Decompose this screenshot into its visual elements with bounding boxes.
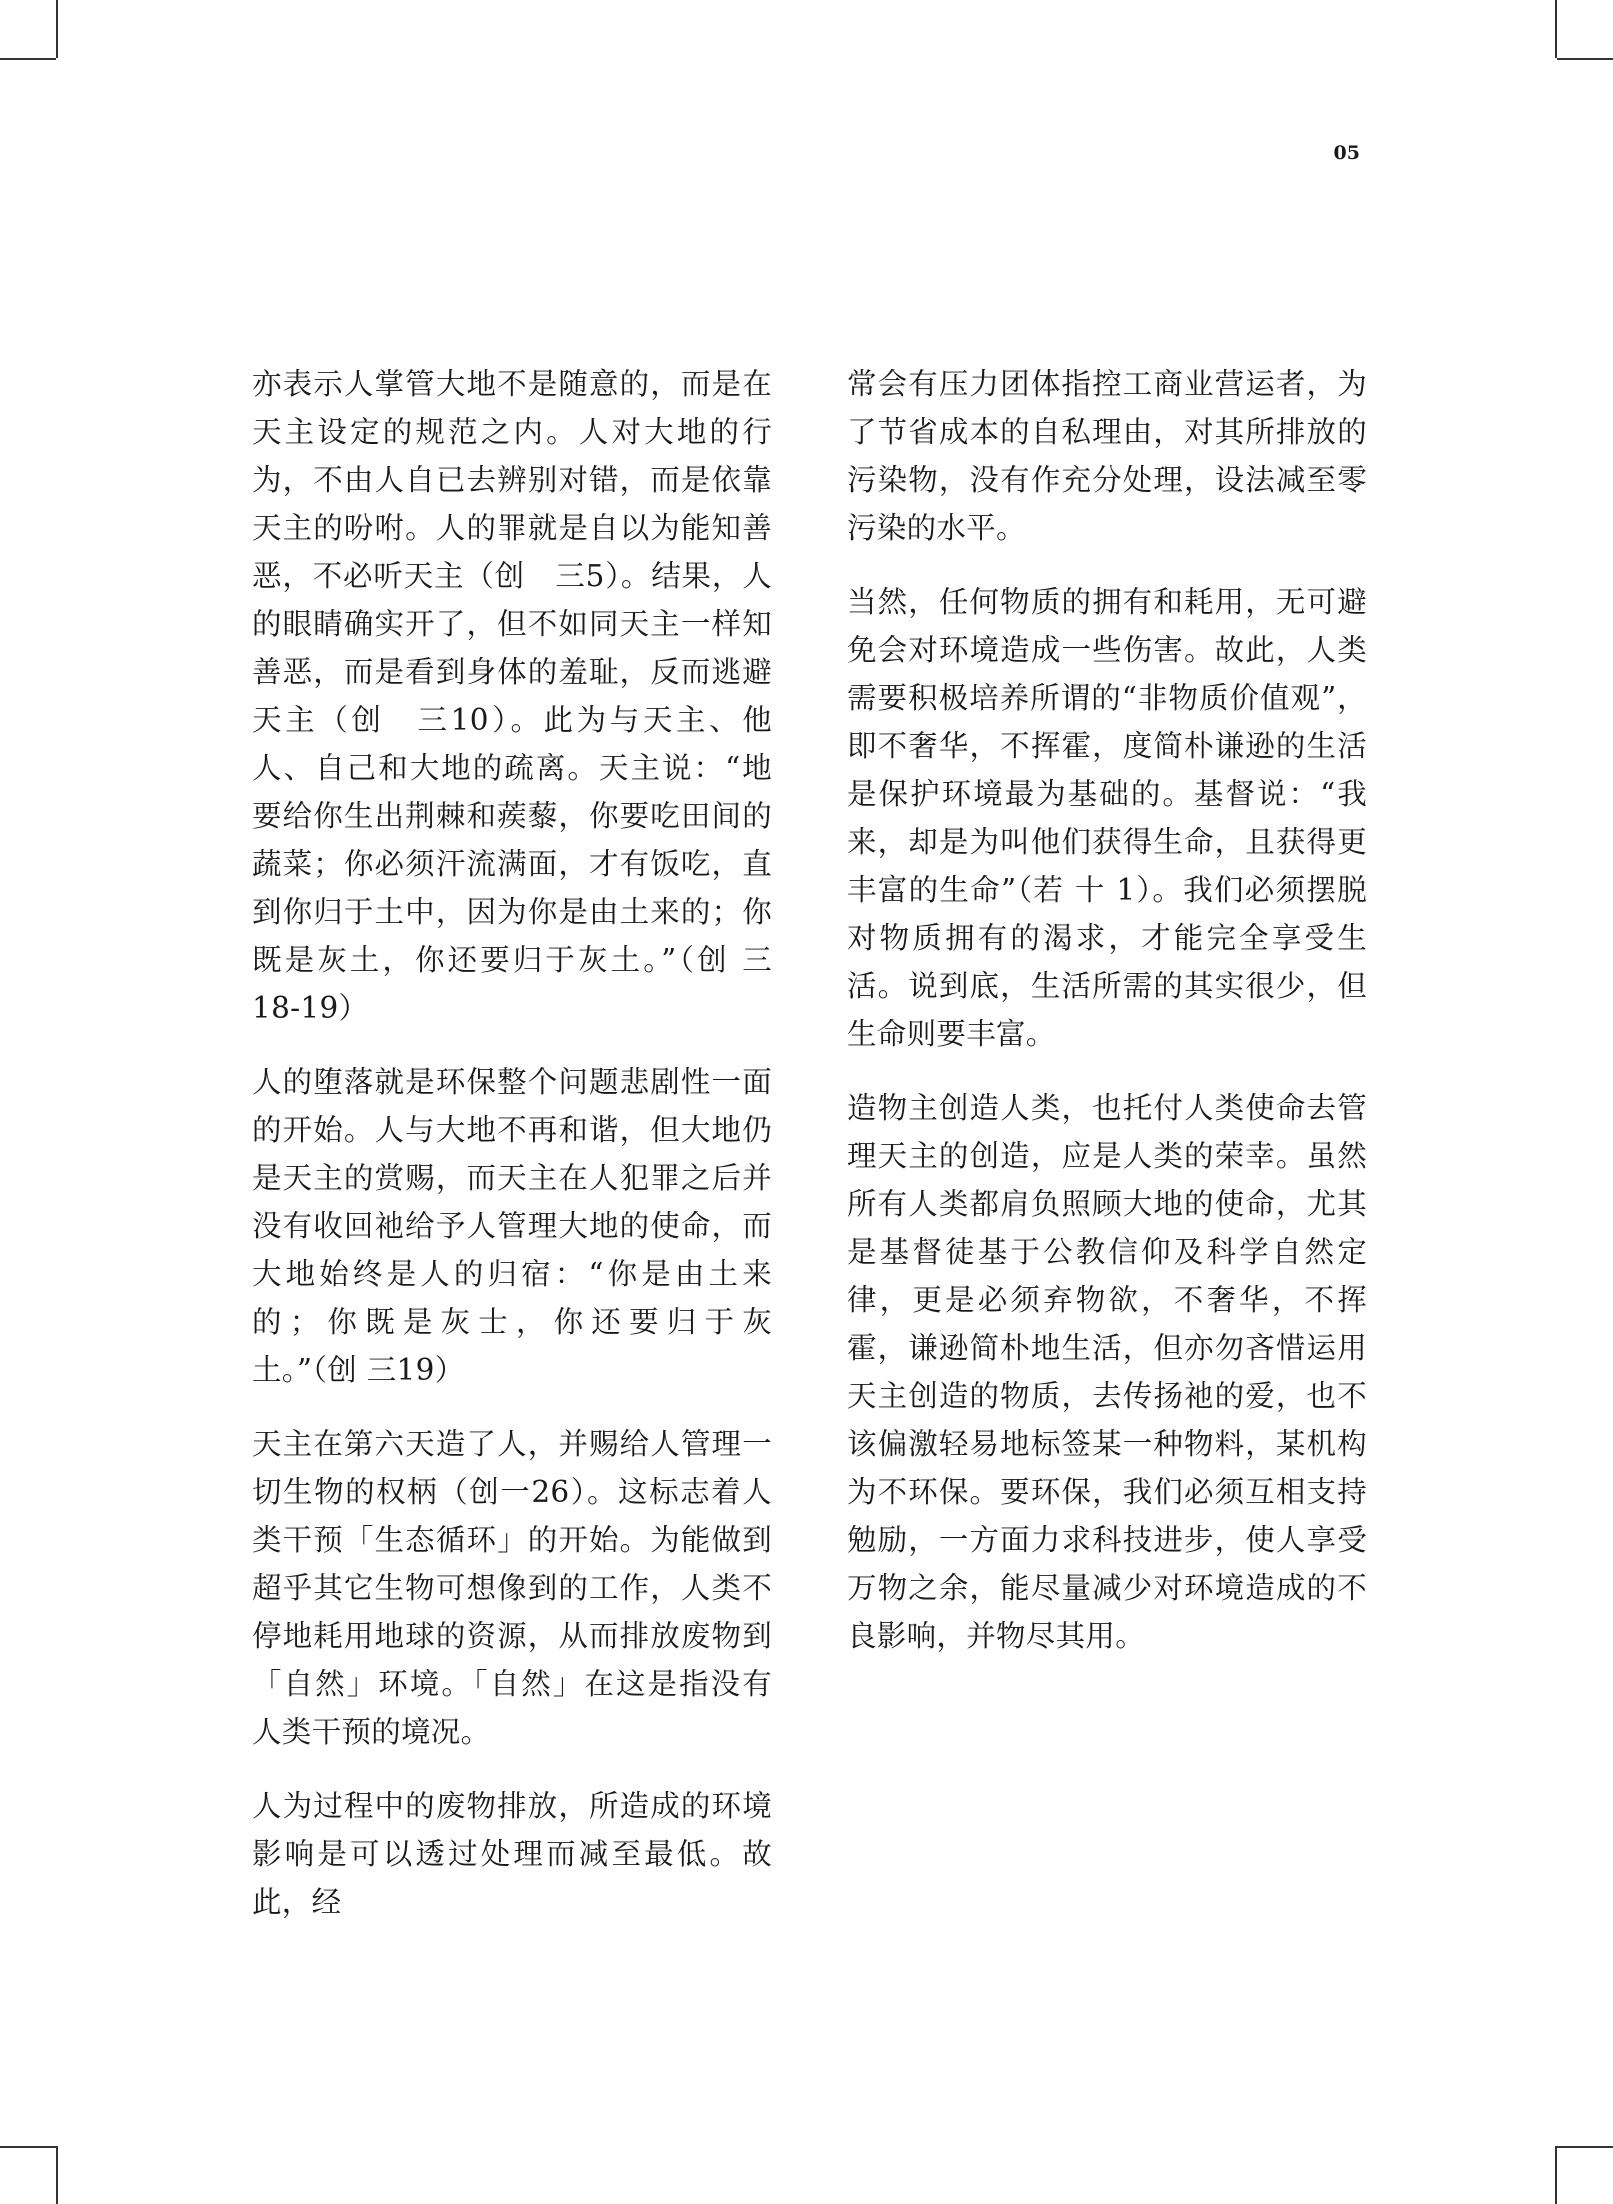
crop-mark bbox=[0, 58, 56, 60]
crop-mark bbox=[56, 2146, 58, 2204]
paragraph: 常会有压力团体指控工商业营运者，为了节省成本的自私理由，对其所排放的污染物，没有作充分处理，设法减至零污染的水平。 bbox=[847, 367, 1367, 545]
paragraph: 当然，任何物质的拥有和耗用，无可避免会对环境造成一些伤害。故此，人类需要积极培养所谓的“非物质价值观”，即不奢华，不挥霍，度简朴谦逊的生活是保护环境最为基础的。基督说：“我来，却是为叫他们获得生命，且获得更丰富的生命”（若 十 1）。我们必须摆脱对物质拥有的渴求，才能完全享受生活。说到底，生活所需的其实很少，但生命则要丰富。 bbox=[847, 585, 1367, 1051]
left-text-column bbox=[252, 360, 772, 1952]
right-text-column bbox=[847, 360, 1367, 1686]
crop-mark bbox=[0, 2146, 56, 2148]
paragraph: 人的堕落就是环保整个问题悲剧性一面的开始。人与大地不再和谐，但大地仍是天主的赏赐，而天主在人犯罪之后并没有收回祂给予人管理大地的使命，而大地始终是人的归宿：“你是由土来的；你既是灰士，你还要归于灰土。”（创 三19） bbox=[252, 1065, 772, 1387]
crop-mark bbox=[56, 0, 58, 58]
paragraph: 天主在第六天造了人，并赐给人管理一切生物的权柄（创一26）。这标志着人类干预「生态循环」的开始。为能做到超乎其它生物可想像到的工作，人类不停地耗用地球的资源，从而排放废物到「自然」环境。「自然」在这是指没有人类干预的境况。 bbox=[252, 1427, 772, 1749]
paragraph: 造物主创造人类，也托付人类使命去管理天主的创造，应是人类的荣幸。虽然所有人类都肩负照顾大地的使命，尤其是基督徒基于公教信仰及科学自然定律，更是必须弃物欲，不奢华，不挥霍，谦逊简朴地生活，但亦勿吝惜运用天主创造的物质，去传扬祂的爱，也不该偏激轻易地标签某一种物料，某机构为不环保。要环保，我们必须互相支持勉励，一方面力求科技进步，使人享受万物之余，能尽量减少对环境造成的不良影响，并物尽其用。 bbox=[847, 1091, 1367, 1653]
crop-mark bbox=[1557, 2146, 1613, 2148]
crop-mark bbox=[1557, 58, 1613, 60]
crop-mark bbox=[1555, 2146, 1557, 2204]
page-number: 05 bbox=[1333, 142, 1360, 164]
crop-mark bbox=[1555, 0, 1557, 58]
paragraph: 人为过程中的废物排放，所造成的环境影响是可以透过处理而减至最低。故此，经 bbox=[252, 1789, 772, 1919]
paragraph: 亦表示人掌管大地不是随意的，而是在天主设定的规范之内。人对大地的行为，不由人自已去辨别对错，而是依靠天主的吩咐。人的罪就是自以为能知善恶，不必听天主（创 三5）。结果，人的眼睛确实开了，但不如同天主一样知善恶，而是看到身体的羞耻，反而逃避天主（创 三10）。此为与天主、他人、自己和大地的疏离。天主说：“地要给你生出荆棘和蒺藜，你要吃田间的蔬菜；你必须汗流满面，才有饭吃，直到你归于土中，因为你是由土来的；你既是灰土，你还要归于灰土。”（创 三18-19） bbox=[252, 367, 772, 1025]
